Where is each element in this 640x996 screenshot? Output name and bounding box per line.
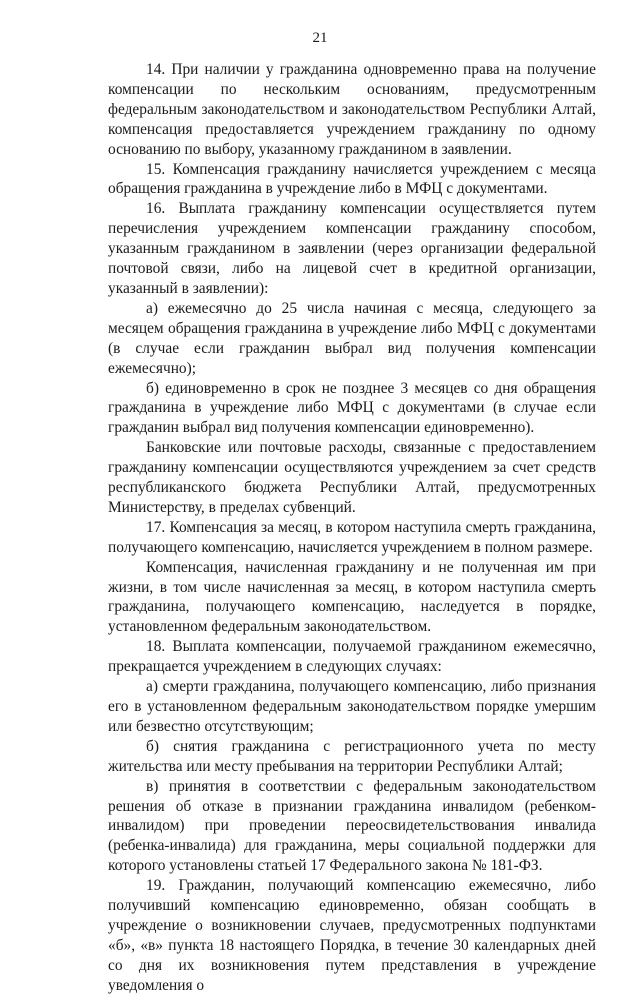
paragraph-16-expenses: Банковские или почтовые расходы, связанные с предоставлением гражданину компенсации осуществляются учреждением за счет средств республиканского бюджета Республики Алтай, предусмотренных Министерству, в пределах субвенций. — [108, 439, 596, 516]
paragraph-18-b: б) снятия гражданина с регистрационного учета по месту жительства или месту пребывания на территории Республики Алтай; — [108, 737, 596, 775]
paragraph-16-a: а) ежемесячно до 25 числа начиная с месяца, следующего за месяцем обращения гражданина в учреждение либо МФЦ с документами (в случае если гражданин выбрал вид получения компенсации ежемесячно); — [108, 299, 596, 377]
paragraph-18-a: а) смерти гражданина, получающего компенсацию, либо признания его в установленном федеральным законодательством порядке умершим или безвестно отсутствующим; — [108, 678, 596, 735]
page-number: 21 — [312, 30, 328, 46]
document-body — [108, 60, 596, 996]
paragraph-17: 17. Компенсация за месяц, в котором наступила смерть гражданина, получающего компенсацию, начисляется учреждением в полном размере. — [108, 518, 596, 556]
paragraph-16-b: б) единовременно в срок не позднее 3 месяцев со дня обращения гражданина в учреждение либо МФЦ с документами (в случае если гражданин выбрал вид получения компенсации единовременно). — [108, 379, 596, 437]
paragraph-17-inheritance: Компенсация, начисленная гражданину и не полученная им при жизни, в том числе начисленная за месяц, в котором наступила смерть гражданина, получающего компенсацию, наследуется в порядке, установленном федеральным законодательством. — [108, 558, 596, 636]
paragraph-14: 14. При наличии у гражданина одновременно права на получение компенсации по нескольким основаниям, предусмотренным федеральным законодательством и законодательством Республики Алтай, компенсация предоставляется учреждением гражданину по одному основанию по выбору, указанному гражданином в заявлении. — [108, 61, 596, 158]
paragraph-19: 19. Гражданин, получающий компенсацию ежемесячно, либо получивший компенсацию единовременно, обязан сообщать в учреждение о возникновении случаев, предусмотренных подпунктами «б», «в» пункта 18 настоящего Порядка, в течение 30 календарных дней со дня их возникновения путем представления в учреждение уведомления о — [108, 877, 596, 994]
paragraph-16: 16. Выплата гражданину компенсации осуществляется путем перечисления учреждением компенсации гражданину способом, указанным гражданином в заявлении (через организации федеральной почтовой связи, либо на лицевой счет в кредитной организации, указанный в заявлении): — [108, 200, 596, 297]
paragraph-15: 15. Компенсация гражданину начисляется учреждением с месяца обращения гражданина в учреждение либо в МФЦ с документами. — [108, 160, 596, 198]
paragraph-18-v: в) принятия в соответствии с федеральным законодательством решения об отказе в признании гражданина инвалидом (ребенком-инвалидом) при проведении переосвидетельствования инвалида (ребенка-инвалида) для гражданина, меры социальной поддержки для которого установлены статьей 17 Федерального закона № 181-ФЗ. — [108, 777, 596, 875]
paragraph-18: 18. Выплата компенсации, получаемой гражданином ежемесячно, прекращается учреждением в следующих случаях: — [108, 638, 596, 676]
